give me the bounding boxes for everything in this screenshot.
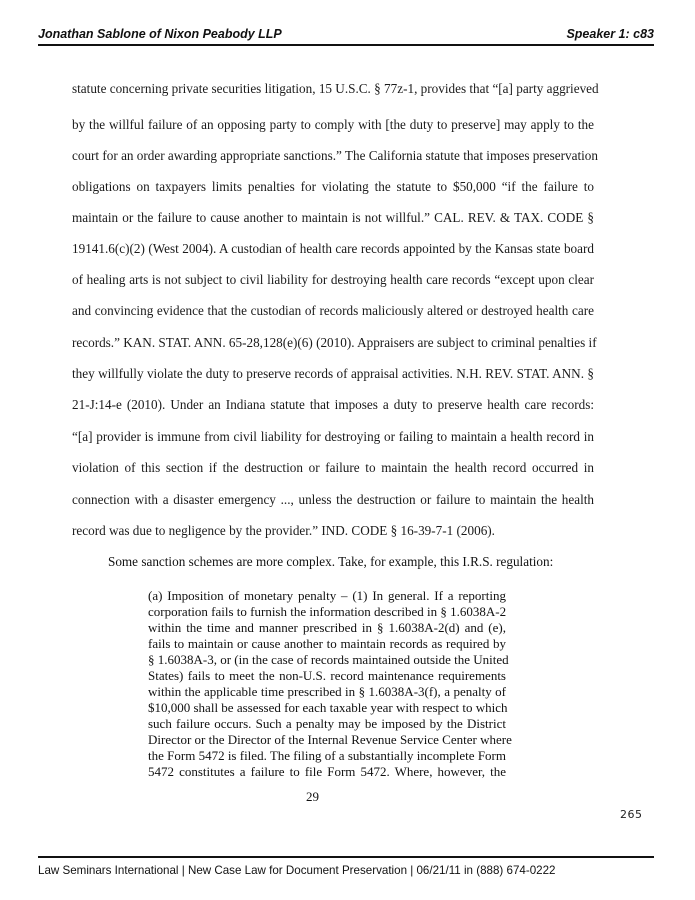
body-line: record was due to negligence by the provider.” IND. CODE § 16-39-7-1 (2006). xyxy=(72,523,495,538)
body-line: court for an order awarding appropriate sanctions.” The California statute that imposes preservation xyxy=(72,148,598,163)
body-line: statute concerning private securities litigation, 15 U.S.C. § 77z-1, provides that “[a] party aggrieved xyxy=(72,81,599,96)
page-header xyxy=(38,26,654,46)
body-line: 19141.6(c)(2) (West 2004). A custodian of health care records appointed by the Kansas state board xyxy=(72,241,594,256)
quote-line: within the time and manner prescribed in § 1.6038A-2(d) and (e), xyxy=(148,620,506,635)
block-quote xyxy=(148,588,512,780)
body-line: violation of this section if the destruction or failure to maintain the health record occurred in xyxy=(72,460,594,475)
body-line: connection with a disaster emergency ..., unless the destruction or failure to maintain the health xyxy=(72,492,594,507)
body-line: of healing arts is not subject to civil liability for destroying health care records “except upon clear xyxy=(72,272,594,287)
quote-line: within the applicable time prescribed in § 1.6038A-3(f), a penalty of xyxy=(148,684,506,699)
quote-line: fails to maintain or cause another to maintain records as required by xyxy=(148,636,506,651)
body-line: and convincing evidence that the custodian of records maliciously altered or destroyed health care xyxy=(72,303,594,318)
quote-line: States) fails to meet the non-U.S. record maintenance requirements xyxy=(148,668,506,683)
body-line: by the willful failure of an opposing party to comply with [the duty to preserve] may apply to the xyxy=(72,117,594,132)
paragraph-intro: Some sanction schemes are more complex. Take, for example, this I.R.S. regulation: xyxy=(108,554,554,569)
quote-line: $10,000 shall be assessed for each taxable year with respect to which xyxy=(148,700,508,715)
quote-line: 5472 constitutes a failure to file Form 5472. Where, however, the xyxy=(148,764,506,779)
quote-line: § 1.6038A-3, or (in the case of records maintained outside the United xyxy=(148,652,509,667)
bates-number: 265 xyxy=(620,808,643,821)
page-footer xyxy=(38,856,654,879)
quote-line: (a) Imposition of monetary penalty – (1) In general. If a reporting xyxy=(148,588,506,603)
body-line: records.” KAN. STAT. ANN. 65-28,128(e)(6) (2010). Appraisers are subject to criminal penalties if xyxy=(72,335,597,350)
body-line: they willfully violate the duty to preserve records of appraisal activities. N.H. REV. STAT. ANN. § xyxy=(72,366,594,381)
body-line: “[a] provider is immune from civil liability for destroying or failing to maintain a health record in xyxy=(72,429,594,444)
header-speaker-id: Speaker 1: c83 xyxy=(566,27,654,41)
quote-line: such failure occurs. Such a penalty may be imposed by the District xyxy=(148,716,506,731)
page-number: 29 xyxy=(306,789,319,804)
body-line: obligations on taxpayers limits penalties for violating the statute to $50,000 “if the failure to xyxy=(72,179,594,194)
header-speaker-firm: Jonathan Sablone of Nixon Peabody LLP xyxy=(38,27,282,41)
footer-text: Law Seminars International | New Case Law for Document Preservation | 06/21/11 in (888) 674-0222 xyxy=(38,864,556,877)
body-line: 21-J:14-e (2010). Under an Indiana statute that imposes a duty to preserve health care records: xyxy=(72,397,594,412)
quote-line: Director or the Director of the Internal Revenue Service Center where xyxy=(148,732,512,747)
quote-line: corporation fails to furnish the information described in § 1.6038A-2 xyxy=(148,604,507,619)
body-line: maintain or the failure to cause another to maintain is not willful.” CAL. REV. & TAX. CODE § xyxy=(72,210,594,225)
quote-line: the Form 5472 is filed. The filing of a substantially incomplete Form xyxy=(148,748,506,763)
